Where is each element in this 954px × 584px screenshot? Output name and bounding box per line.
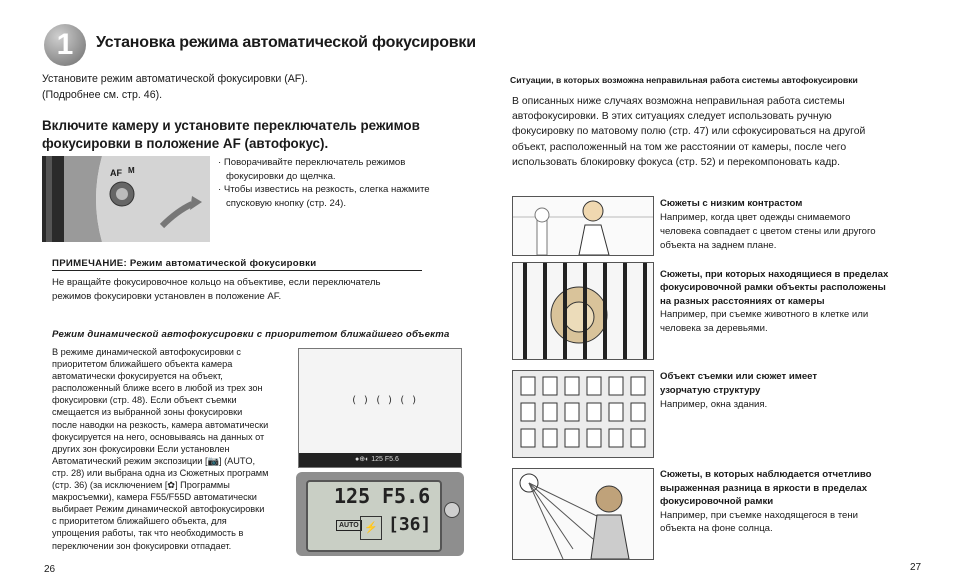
bullet-item: · Чтобы известись на резкость, слегка нажмите спусковую кнопку (стр. 24). <box>218 184 430 209</box>
note-title: ПРИМЕЧАНИЕ: Режим автоматической фокусировки <box>52 258 422 271</box>
page-title: Установка режима автоматической фокусировки <box>96 34 476 51</box>
camera-af-switch-illustration <box>42 156 210 242</box>
m-label: M <box>128 166 135 175</box>
lcd-mode: AUTO <box>336 520 362 531</box>
dynamic-af-title: Режим динамической автофокусировки с приоритетом ближайшего объекта <box>52 329 450 340</box>
building-windows-illustration <box>512 370 654 458</box>
backlit-illustration <box>512 468 654 560</box>
flash-icon: ⚡ <box>360 516 382 540</box>
bullet-list <box>218 156 468 210</box>
step-heading: Включите камеру и установите переключатель режимов фокусировки в положение AF (автофокус). <box>42 118 420 151</box>
cage-illustration <box>512 262 654 360</box>
section-intro: В описанных ниже случаях возможна неправильная работа системы автофокусировки. В этих ситуациях следует использовать ручную фокусировку по матовому полю (стр. 47) или сфокусироваться на другой объект, расположенный на том же расстоянии от камеры, после чего использовать блокировку фокуса (стр. 52) и перекомпоновать кадр. <box>512 96 866 168</box>
case-different-distances: Сюжеты, при которых находящиеся в пределах фокусировочной рамки объекты расположены на разных расстояниях от камеры Например, при съемке животного в клетке или человека за деревьями. <box>660 269 889 334</box>
step-number-badge: 1 <box>44 24 86 66</box>
lcd-aperture: F5.6 <box>382 484 431 508</box>
case-brightness-difference: Сюжеты, в которых наблюдается отчетливо выраженная разница в яркости в пределах фокусировочной рамки Например, при съемке находящегося в тени объекта на фоне солнца. <box>660 469 872 535</box>
intro-text: Установите режим автоматической фокусировки (AF). (Подробнее см. стр. 46). <box>42 73 308 101</box>
dial-icon <box>444 502 460 518</box>
case-low-contrast: Сюжеты с низким контрастом Например, когда цвет одежды снимаемого человека совпадает с цветом стены или другого объекта на заднем плане. <box>660 198 876 251</box>
focus-brackets-icon: ( ) ( ) ( ) <box>351 395 418 406</box>
lcd-frame-count: [36] <box>388 514 432 535</box>
viewfinder-status-bar: ●⊕◐ 125 F5.6 <box>299 453 461 467</box>
af-label: AF <box>110 168 122 178</box>
bullet-item: · Поворачивайте переключатель режимов фокусировки до щелчка. <box>218 157 406 182</box>
note-text: Не вращайте фокусировочное кольцо на объективе, если переключатель режимов фокусировки установлен в положение AF. <box>52 277 381 302</box>
case-pattern: Объект съемки или сюжет имеет узорчатую структуру Например, окна здания. <box>660 371 818 410</box>
lcd-shutter: 125 <box>334 484 371 508</box>
viewfinder-illustration <box>298 348 462 468</box>
low-contrast-illustration <box>512 196 654 256</box>
section-title: Ситуации, в которых возможна неправильная работа системы автофокусировки <box>510 75 858 85</box>
dynamic-af-text: В режиме динамической автофокусировки с приоритетом ближайшего объекта камера автоматически фокусируется на объект, расположенный ближе всего в любой из трех зон фокусировки (стр. 48). Если объект съемки смещается из выбранной зоны фокусировки после наводки на резкость, камера автоматически фокусируется на него, основываясь на данных от других зон фокусировки Если установлен Автоматический режим экспозиции [📷] (AUTO, стр. 28) или выбрана одна из Сюжетных программ (стр. 36) (за исключением [✿] Программы макросъемки), камера F55/F55D автоматически выбирает Режим динамической автофокусировки с приоритетом ближайшего объекта, для упрощения работы, так что необходимость в переключении зон фокусировки отпадает. <box>52 347 269 551</box>
page-number-left: 26 <box>44 564 56 575</box>
page-number-right: 27 <box>910 562 922 573</box>
lcd-panel-illustration <box>296 472 464 556</box>
